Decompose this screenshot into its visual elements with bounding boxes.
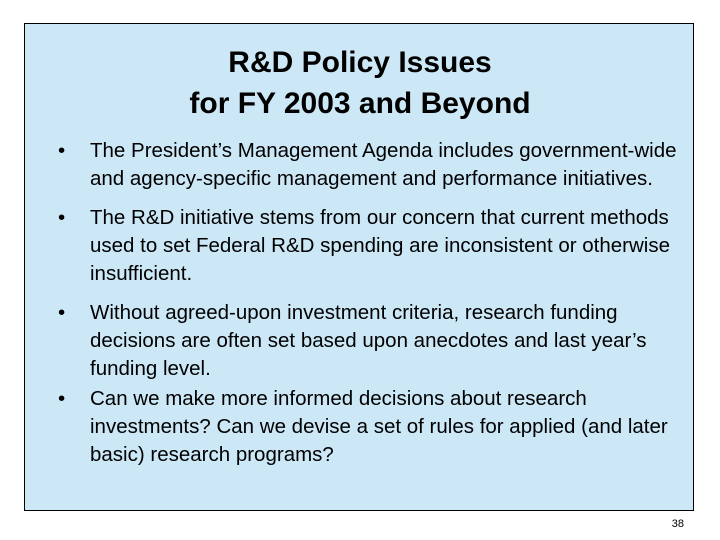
bullet-icon: • [58,387,66,410]
bullet-text: Without agreed-upon investment criteria, research funding decisions are often set based upon anecdotes and last year’s funding level. [90,301,647,380]
bullet-text: The R&D initiative stems from our concern that current methods used to set Federal R&D spending are inconsistent or otherwise insufficient. [90,206,671,285]
bullet-list [58,137,688,469]
bullet-icon: • [58,301,66,324]
bullet-text: Can we make more informed decisions about research investments? Can we devise a set of rules for applied (and later basic) research programs? [90,387,668,466]
slide-title [0,42,720,124]
bullet-item [58,299,688,383]
bullet-item [58,204,688,288]
slide-title-line-1: R&D Policy Issues [228,46,492,79]
bullet-text: The President’s Management Agenda includes government-wide and agency-specific management and performance initiatives. [90,139,677,190]
bullet-item [58,385,688,469]
page-number: 38 [671,518,684,530]
bullet-icon: • [58,139,66,162]
bullet-icon: • [58,206,66,229]
bullet-item [58,137,688,193]
slide-title-line-2: for FY 2003 and Beyond [189,87,531,120]
